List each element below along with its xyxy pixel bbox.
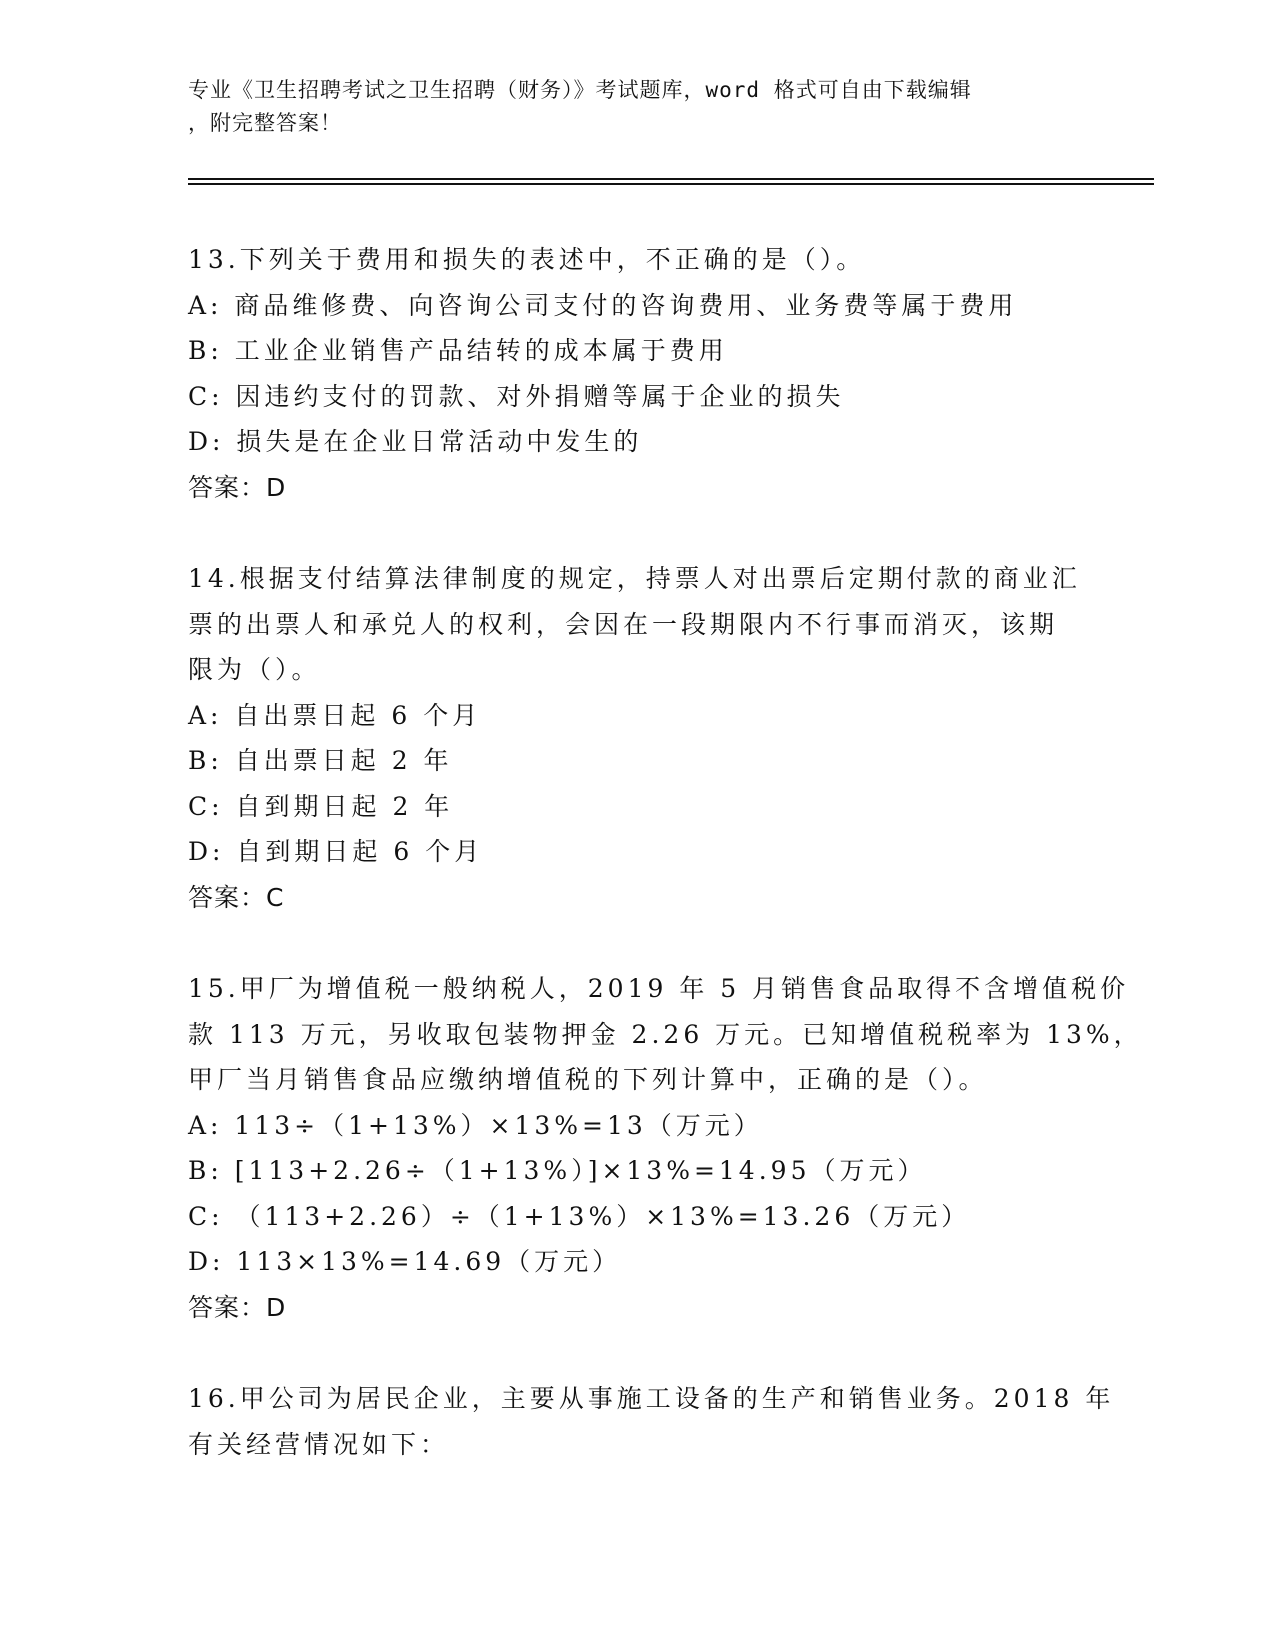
question-text: 有关经营情况如下： [188,1429,450,1459]
option-c: C: 因违约支付的罚款、对外捐赠等属于企业的损失 [188,381,845,411]
option-d: D: 自到期日起 6 个月 [188,837,484,866]
question-text: 13.下列关于费用和损失的表述中，不正确的是（）。 [188,245,866,274]
answer: 答案：D [188,472,287,502]
question-text: 14.根据支付结算法律制度的规定，持票人对出票后定期付款的商业汇 [188,564,1081,593]
option-a: A: 自出票日起 6 个月 [188,700,482,730]
header-divider-top [188,178,1154,180]
option-a: A: 商品维修费、向咨询公司支付的咨询费用、业务费等属于费用 [188,290,1018,320]
question-16 [188,1376,1115,1467]
answer: 答案：D [188,1292,287,1322]
header-divider-bottom [188,183,1154,185]
option-c: C: （113+2.26）÷（1+13%）×13%=13.26（万元） [188,1201,971,1231]
question-14 [188,556,1088,920]
question-text: 票的出票人和承兑人的权利，会因在一段期限内不行事而消灭，该期 [188,609,1059,639]
header-line-1: 专业《卫生招聘考试之卫生招聘（财务）》考试题库，word 格式可自由下载编辑 [188,78,972,102]
option-b: B: 工业企业销售产品结转的成本属于费用 [188,336,728,365]
answer: 答案：C [188,882,285,912]
question-text: 16.甲公司为居民企业，主要从事施工设备的生产和销售业务。2018 年 [188,1384,1115,1413]
question-13 [188,237,1088,510]
question-text: 15.甲厂为增值税一般纳税人，2019 年 5 月销售食品取得不含增值税价 [188,974,1130,1003]
question-text: 款 113 万元，另收取包装物押金 2.26 万元。已知增值税税率为 13%， [188,1019,1143,1049]
option-c: C: 自到期日起 2 年 [188,791,454,821]
question-list [188,237,1143,1513]
question-text: 甲厂当月销售食品应缴纳增值税的下列计算中，正确的是（）。 [188,1065,988,1094]
option-d: D: 113×13%=14.69（万元） [188,1247,622,1276]
option-d: D: 损失是在企业日常活动中发生的 [188,427,643,456]
question-15 [188,966,1143,1330]
document-header [188,74,1068,140]
option-b: B: [113+2.26÷（1+13%）]×13%=14.95（万元） [188,1156,927,1185]
header-line-2: ，附完整答案！ [188,111,342,135]
option-a: A: 113÷（1+13%）×13%=13（万元） [188,1110,763,1140]
question-text: 限为（）。 [188,655,321,684]
option-b: B: 自出票日起 2 年 [188,746,453,775]
